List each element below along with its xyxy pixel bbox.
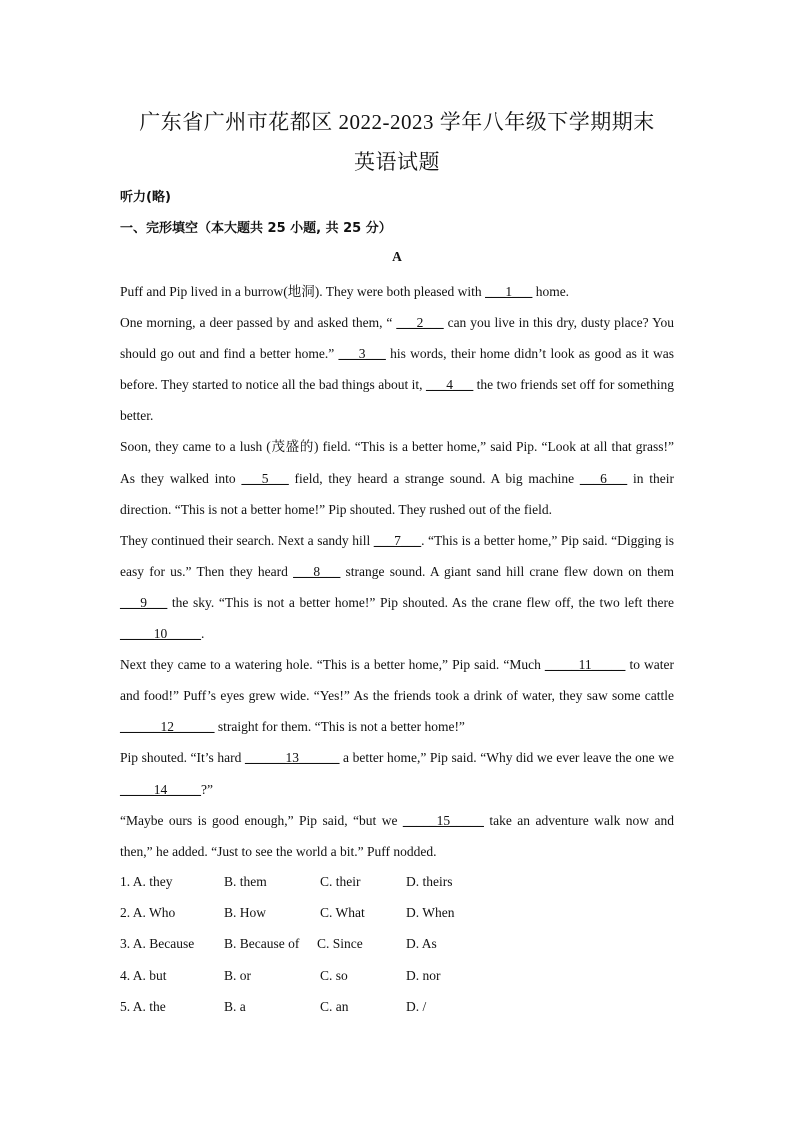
paragraph-text: his words, their home didn’t look as good as it was before. They started to notice all the bad things about it, — [120, 346, 674, 393]
blank-5: ___5___ — [241, 470, 289, 486]
paragraph-text: field, they heard a strange sound. A big machine — [288, 470, 580, 486]
option-a: 1. A. they — [120, 874, 173, 889]
paragraph-text: in their direction. “This is not a better home!” Pip shouted. They rushed out of the field. — [120, 470, 674, 517]
blank-15: _____15_____ — [402, 812, 484, 828]
paragraph-text: take an adventure walk now and then,” he added. “Just to see the world a bit.” Puff nodded. — [120, 812, 674, 859]
option-c: C. so — [320, 967, 348, 983]
blank-8: ___8___ — [293, 563, 341, 579]
paragraph-text: the two friends set off for something better. — [120, 377, 675, 424]
question-row — [120, 866, 674, 897]
option-a: 4. A. but — [120, 967, 167, 983]
blank-13: ______13______ — [244, 750, 340, 766]
listening-heading: 听力(略) — [120, 190, 171, 205]
paragraph-text: . “This is a better home,” Pip said. “Digging is easy for us.” Then they heard — [120, 532, 674, 579]
paragraph-text: straight for them. “This is not a better home!” — [214, 719, 465, 735]
question-options — [120, 866, 674, 1022]
blank-4: ___4___ — [425, 377, 474, 393]
page-subtitle: 英语试题 — [354, 150, 440, 174]
paragraph-text: can you live in this dry, dusty place? You should go out and find a better home.” — [120, 315, 674, 362]
blank-10: _____10_____ — [120, 626, 201, 642]
blank-7: ___7___ — [373, 532, 422, 548]
blank-2: ___2___ — [396, 315, 444, 331]
paragraph — [120, 649, 674, 742]
option-d: D. nor — [406, 967, 441, 983]
question-row — [120, 960, 674, 991]
passage-body — [120, 276, 674, 867]
blank-12: ______12______ — [120, 719, 215, 735]
question-row — [120, 991, 674, 1022]
option-b: B. or — [224, 967, 251, 983]
paragraph — [120, 525, 674, 649]
option-a: 5. A. the — [120, 998, 166, 1014]
blank-1: ___1___ — [485, 284, 533, 299]
option-b: B. a — [224, 998, 246, 1014]
paragraph — [120, 431, 674, 524]
paragraph-text: Soon, they came to a lush (茂盛的) field. “This is a better home,” said Pip. “Look at all that grass!” As they walked into — [120, 439, 674, 486]
option-b: B. Because of — [224, 936, 300, 952]
option-c: C. Since — [317, 936, 363, 952]
paragraph-text: ?” — [201, 781, 213, 797]
option-d: D. When — [406, 905, 455, 921]
option-b: B. them — [224, 874, 267, 889]
paragraph — [120, 805, 674, 867]
blank-11: _____11_____ — [544, 657, 626, 673]
paragraph-text: Puff and Pip lived in a burrow(地洞). They were both pleased with — [120, 284, 486, 299]
question-row — [120, 928, 674, 959]
option-d: D. theirs — [406, 874, 453, 889]
paragraph — [120, 276, 674, 307]
option-d: D. As — [406, 936, 437, 952]
question-row — [120, 897, 674, 928]
option-b: B. How — [224, 905, 267, 921]
paragraph — [120, 307, 674, 431]
option-a: 2. A. Who — [120, 905, 176, 921]
paragraph-text: Next they came to a watering hole. “This is a better home,” Pip said. “Much — [120, 657, 545, 673]
option-c: C. an — [320, 998, 349, 1014]
paragraph-text: “Maybe ours is good enough,” Pip said, “but we — [120, 812, 403, 828]
option-d: D. / — [406, 998, 427, 1014]
paragraph-text: the sky. “This is not a better home!” Pip shouted. As the crane flew off, the two left there — [167, 594, 674, 610]
option-c: C. their — [320, 874, 361, 889]
paragraph-text: One morning, a deer passed by and asked them, “ — [120, 315, 397, 331]
page-title: 广东省广州市花都区 2022-2023 学年八年级下学期期末 — [139, 110, 655, 134]
passage-label: A — [392, 249, 402, 264]
option-a: 3. A. Because — [120, 936, 195, 952]
blank-9: ___9___ — [120, 594, 168, 610]
paragraph-text: a better home,” Pip said. “Why did we ever leave the one we — [339, 750, 674, 766]
blank-6: ___6___ — [579, 470, 628, 486]
paragraph — [120, 742, 674, 804]
cloze-heading: 一、完形填空（本大题共 25 小题, 共 25 分） — [120, 221, 392, 236]
paragraph-text: strange sound. A giant sand hill crane flew down on them — [340, 563, 674, 579]
paragraph-text: . — [201, 626, 205, 642]
paragraph-text: home. — [532, 284, 570, 299]
option-c: C. What — [320, 905, 365, 921]
blank-3: ___3___ — [338, 346, 386, 362]
paragraph-text: They continued their search. Next a sandy hill — [120, 532, 374, 548]
paragraph-text: Pip shouted. “It’s hard — [120, 750, 245, 766]
blank-14: _____14_____ — [120, 781, 201, 797]
paragraph-text: to water and food!” Puff’s eyes grew wide. “Yes!” As the friends took a drink of water, they saw some cattle — [120, 657, 675, 704]
